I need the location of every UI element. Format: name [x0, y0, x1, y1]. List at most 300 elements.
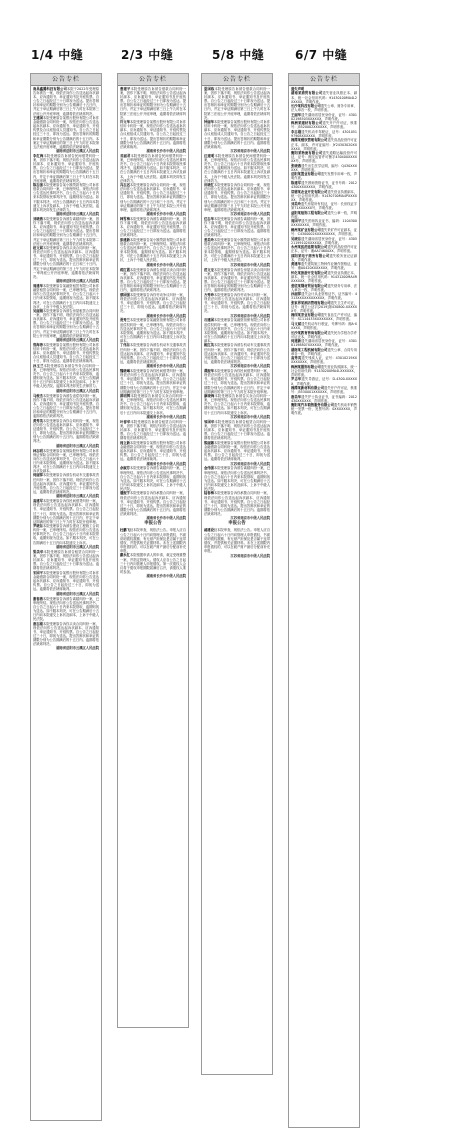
notice-entry — [291, 228, 357, 236]
notice-text: 遗失发票专用章一枚，声明作废。 — [291, 172, 358, 181]
notice-party-name: 吴晓东 — [291, 236, 302, 241]
section-heading: 申报公告 — [144, 521, 162, 527]
notice-entry — [120, 420, 186, 440]
notice-text: 本院受理原告诉被告追偿权纠纷一案，因你下落不明，现依法向你公告送达起诉状副本、应诉通知书、举证通知书及开庭传票。自公告之日起经过三十日即视为送达。提出答辩状和举证的期限分别为公告期满后十五日内，逾期将依法缺席判决。 — [33, 393, 100, 419]
notice-column-4 — [288, 73, 360, 1128]
notice-party-name: 长沙某教育咨询有限公司 — [291, 330, 328, 335]
notice-entry — [291, 190, 357, 202]
court-signature: 湖南省长沙市中级人民法院 — [146, 313, 186, 318]
notice-party-name: 田晓红 — [204, 183, 214, 188]
column-title-1: 1/4 中缝 — [31, 48, 84, 62]
notice-party-name: 夏国栋 — [204, 87, 215, 91]
court-signature: 湖南省长沙市中级人民法院 — [146, 364, 186, 369]
notice-party-name: 熊丽娜 — [204, 440, 214, 445]
notice-party-name: 钟丽华 — [204, 120, 214, 125]
notice-party-name: 石建国 — [204, 318, 214, 323]
column-title-4: 6/7 中缝 — [295, 48, 348, 62]
notice-party-name: 林志明 — [33, 448, 43, 453]
court-signature: 湖南省岳阳市云溪区人民法院 — [56, 494, 99, 499]
notice-text: 本院受理原告诉你买卖合同纠纷一案，现依法向你公告送达起诉状副本、应诉通知书、举证通知书、开庭传票。自公告之日起经过三十日，即视为送达。提出答辩状和举证的期限分别为公告期满后的十五日和三十日内。并定于举证期满后的第三日上午九时在本院第一审判庭公开开庭审理，逾期将依法缺席判决。 — [33, 246, 100, 279]
notice-text: 遗失湖南省居民身份证，证号：430102198503XXXXXX，声明作废。 — [291, 112, 358, 121]
notice-text: 本院受理原告诉被告离婚纠纷一案，已审理终结。现依法向你公告送达民事判决书，自公告之日起六十日内来本院领取，逾期则视为送达。如不服本判决，可在公告期满后十五日内向本院递交上诉状及副本，上诉于中级人民法院。 — [120, 466, 187, 491]
notice-text: 本院受理原告诉被告机动车交通事故责任纠纷一案，因你下落不明，现依法向你公告送达起诉状副本、应诉通知书、举证通知书及开庭传票。自公告之日起经过三十日即视为送达，逾期将依法缺席判决。 — [120, 343, 187, 364]
notice-party-name: 许文华 — [120, 120, 130, 125]
notice-entry — [204, 528, 270, 553]
notice-party-name: 蒋红霞 — [120, 267, 130, 272]
notice-entry — [120, 318, 186, 343]
notice-party-name: 贾秀兰 — [120, 318, 130, 323]
notice-text: 本院受理原告某小额贷款有限公司诉你借款合同纠纷一案，已审理终结。现依法向你公告送达民事判决书，自公告之日起六十日内来本院领取，逾期则视为送达。如不服本判决，可在公告期满后十五日内向本院递交上诉状，上诉于中级人民法院。 — [120, 237, 187, 263]
column-header: 公告专栏 — [289, 74, 359, 86]
notice-text: 遗失道路运输经营许可证，证号：湘交运管许可衡字430400XXXXXX号，声明作废。 — [291, 151, 358, 164]
notice-entry — [33, 364, 99, 389]
notice-text: 本院受理原告诉被告民间借贷纠纷一案，因你下落不明，现依法向你公告送达起诉状副本、应诉通知书、举证通知书、开庭传票。自公告之日起经过三十日即视为送达，提出答辩状和举证的期限均为公告期满后十五日内，并定于举证期满后第三日上午九时在本院开庭审理，逾期将依法缺席判决。 — [33, 154, 100, 183]
court-signature: 江苏省南京市中级人民法院 — [230, 364, 270, 369]
notice-party-name: 衡阳某物流有限公司 — [291, 151, 323, 156]
notice-entry — [33, 183, 99, 212]
court-signature: 江苏省南京市中级人民法院 — [230, 212, 270, 217]
notice-party-name: 潘振宇 — [120, 491, 130, 496]
notice-text: 遗失财务专用章、法人章各一枚，声明作废。 — [291, 283, 358, 292]
notice-party-name: 高建军 — [33, 499, 43, 504]
notice-party-name: 曹建平 — [120, 87, 131, 91]
notice-text: 遗失公章、合同专用章各一枚，声明作废。 — [291, 347, 358, 356]
notice-text: 本院受理原告诉被告租赁合同纠纷一案，因你下落不明，现依法向你公告送达起诉状副本、应诉通知书、举证通知书及开庭传票。自公告之日起经过三十日即视为送达。逾期将依法缺席判决。 — [33, 549, 100, 571]
notice-text: 本院受理原告诉被告离婚纠纷一案，已审理终结。现依法向你公告送达民事判决书，自公告之日起六十日内来本院领取，逾期则视为送达。如不服本判决，可在公告期满后十五日内向本院递交上诉状及副本，上诉于中级人民法院。 — [204, 466, 271, 491]
notice-text: 本院受理原告诉你劳动争议纠纷一案，现依法向你公告送达起诉状副本、应诉通知书、举证通知书、开庭传票。自公告之日起经过三十日，即视为送达。逾期将依法缺席判决。 — [120, 292, 187, 314]
notice-text: 本院于2022年受理原告诉被告一案，现依法向你公告送达起诉状副本、应诉通知书、举证通知书及开庭传票。自公告之日起经过三十日即视为送达。提出答辩状和举证的期限分别为公告期满后十五日内，并定于举证期满后第三日上午九时在本院第三法庭公开开庭审理，逾期将依法缺席判决。 — [33, 87, 100, 116]
court-signature: 江苏省南京市中级人民法院 — [230, 149, 270, 154]
notice-text: 本院受理原告诉被告劳务合同纠纷一案，已审理终结。现依法向你公告送达民事判决书，自公告之日起六十日内来本院领取，逾期则视为送达。如不服本判决，可在公告期满后十五日内向本院递交上诉状及副本，上诉于中级人民法院。逾期本判决即发生法律效力。 — [33, 363, 100, 389]
notice-text: 遗失营业执照正本、副本，统一社会信用代码：91430100MA4L2XXXXX，声明作废。 — [291, 91, 358, 104]
court-signature: 湖南省长沙市中级人民法院 — [146, 149, 186, 154]
court-signature: 湖南省长沙市中级人民法院 — [146, 262, 186, 267]
notice-party-name: 罗晓东 — [33, 524, 43, 529]
notice-party-name: 金伟强 — [204, 466, 214, 471]
notice-text: 遗失药品经营许可证正本，证号：湘AA74600XX，声明作废。 — [291, 245, 358, 254]
notice-entry — [120, 466, 186, 491]
notice-entry — [204, 183, 270, 212]
court-signature: 湖南省岳阳市云溪区人民法院 — [56, 149, 99, 154]
notice-entry — [120, 120, 186, 149]
notice-entry — [33, 524, 99, 544]
court-signature: 湖南省岳阳市云溪区人民法院 — [56, 212, 99, 217]
court-signature: 江苏省南京市中级人民法院 — [230, 516, 270, 521]
notice-entry — [120, 553, 186, 573]
column-title-3: 5/8 中缝 — [212, 48, 265, 62]
notice-text: 本院受理原告某融资租赁有限公司诉你融资租赁合同纠纷一案，已审理终结。现依法向你公告送达民事判决书，自公告之日起六十日内来本院领取，逾期则视为送达。如不服本判决，可在公告期满后十五日内向本院递交上诉状，上诉于中级人民法院。 — [33, 284, 100, 309]
notice-party-name: 杜鹏飞 — [120, 528, 130, 533]
notice-entry — [291, 322, 357, 330]
notice-party-name: 李志刚 — [291, 129, 302, 134]
notice-party-name: 汪建明 — [204, 154, 215, 159]
notice-text: 遗失机动车行驶证，号牌号码：湘A·XXXXX，声明作废。 — [291, 321, 358, 331]
column-body — [289, 86, 359, 418]
notice-text: 遗失建筑施工特种作业操作资格证，证号：湘A0420XXXXXXX，声明作废。 — [291, 262, 358, 271]
notice-party-name: 刘美玲 — [291, 202, 301, 207]
notice-party-name: 邹国华 — [204, 419, 215, 424]
notice-entry — [120, 441, 186, 461]
notice-party-name: 王建国 — [33, 116, 43, 121]
notice-entry — [120, 154, 186, 183]
court-signature: 江苏省南京市中级人民法院 — [230, 313, 270, 318]
notice-entry — [33, 217, 99, 246]
court-signature: 湖南省岳阳市云溪区人民法院 — [56, 646, 99, 651]
notice-party-name: 黄建华 — [291, 262, 301, 267]
notice-entry — [120, 528, 186, 553]
notice-text: 本院受理原告诉被告建设工程施工合同纠纷一案，已审理终结。现依法向你公告送达民事判决书，自公告之日起六十日内来本院领取，逾期则视为送达。如不服本判决，可在公告期满后十五日内向本院递交上诉状。 — [33, 524, 100, 545]
notice-entry — [291, 365, 357, 377]
notice-party-name: 湘潭某餐饮管理有限公司 — [291, 138, 328, 143]
notice-text: 遗失教师资格证书，证书号码：20124300XXXXXXX，声明作废。 — [291, 180, 358, 190]
notice-text: 遗失湖南省居民身份证，证号：430181198807XXXXXX，声明作废。 — [291, 339, 358, 348]
notice-party-name: 孙玉兰 — [33, 363, 44, 368]
notice-text: 遗失房屋所有权证，证号：长房权证字第71XXXXXX号，声明作废。 — [291, 202, 358, 211]
notice-entry — [204, 293, 270, 313]
notice-entry — [291, 271, 357, 283]
notice-entry — [120, 491, 186, 516]
court-signature: 湖南省长沙市中级人民法院 — [146, 414, 186, 419]
notice-entry — [33, 246, 99, 279]
notice-party-name: 岳阳某置业有限公司 — [291, 172, 321, 177]
court-signature: 湖南省长沙市中级人民法院 — [146, 461, 186, 466]
notice-entry — [291, 292, 357, 300]
notice-party-name: 姜美玲 — [204, 237, 214, 242]
notice-party-name: 陆春梅 — [204, 491, 214, 496]
court-signature: 湖南省岳阳市云溪区人民法院 — [56, 545, 99, 550]
notice-entry — [33, 622, 99, 647]
notice-entry — [204, 318, 270, 343]
notice-entry — [291, 403, 357, 415]
notice-entry — [291, 181, 357, 189]
notice-party-name: 梁美华 — [33, 549, 44, 554]
notice-text: 本院受理原告某银行股份有限公司诉你金融借款合同纠纷一案，现依法向你公告送达起诉状副本、应诉通知书、举证通知书、开庭传票。自公告之日起经过三十日，即视为送达。逾期将依法缺席裁判。 — [120, 440, 187, 462]
notice-party-name: 高秀英 — [291, 356, 302, 361]
notice-text: 本院受理原告某银行股份有限公司诉你信用卡纠纷一案，现依法向你公告送达起诉状副本、应诉通知书、举证通知书、开庭传票及合议庭组成人员通知书。自公告之日起经过三十日，即视为送达。提出答辩状的期限和举证期限分别为公告期满后的十五日内。逾期将依法缺席裁判。 — [204, 120, 271, 149]
notice-text: 本院受理原告诉被告离婚纠纷一案，因你下落不明，现依法向你公告送达起诉状副本、应诉通知书、举证通知书及开庭传票。自公告之日起经过三十日即视为送达。提出答辩状和举证的期限分别为公告期满后十五日内，并定于举证期满后第三日上午九时在本院第二法庭公开开庭审理，逾期将依法缺席判决。 — [33, 217, 100, 246]
notice-party-name: 郝建设 — [204, 528, 214, 533]
notice-text: 本院受理原告某融资担保有限公司诉你追偿权纠纷一案，已审理终结。现依法向你公告送达民事判决书，自公告之日起六十日内来本院领取，逾期则视为送达。如不服本判决，可在公告期满后十五日内向本院递交上诉状及副本。 — [204, 318, 271, 343]
notice-party-name: 张晓燕 — [291, 163, 302, 168]
notice-party-name: 黄秀英 — [33, 418, 43, 423]
notice-text: 遗失护士执业证书，证书编码：2012430XXXXXX，声明作废。 — [291, 394, 358, 403]
notice-entry — [204, 217, 270, 237]
notice-text: 本院受理原告诉你民间借贷纠纷一案，现依法向你公告送达起诉状副本、应诉通知书、举证通知书、开庭传票。自公告之日起经过三十日，即视为送达。提出答辩状和举证的期限分别为公告期满后的十五日内，并定于举证期满后的第三日上午九时在本院开庭审理。 — [120, 369, 187, 394]
notice-entry — [33, 343, 99, 363]
notice-party-name: 方秀珍 — [204, 292, 214, 297]
notice-party-name: 周国平 — [291, 219, 302, 224]
notice-text: 本院受理原告诉被告离婚纠纷一案，因你下落不明，现依法向你公告送达起诉状副本、应诉通知书、举证通知书及开庭传票。自公告之日起经过三十日即视为送达。逾期将依法缺席判决。 — [120, 217, 187, 238]
notice-text: 本院受理原告诉你合同纠纷一案，现依法向你公告送达起诉状副本、应诉通知书、举证通知书、开庭传票。自公告之日起经过三十日，即视为送达。提出答辩状和举证的期限分别为公告期满后的十五日和三十日内。并定于举证期满后的第三日上午九时在本院公开开庭审理，逾期将依法缺席判决。 — [120, 183, 187, 212]
notice-entry — [204, 87, 270, 120]
notice-entry — [204, 420, 270, 440]
notice-text: 遗失公章、财务专用章、法人章各一枚，声明作废。 — [291, 104, 358, 113]
notice-entry — [204, 369, 270, 394]
notice-entry — [204, 268, 270, 293]
court-signature: 湖南省长沙市中级人民法院 — [146, 212, 186, 217]
notice-entry — [291, 237, 357, 245]
notice-entry — [291, 245, 357, 253]
notice-party-name: 何丽萍 — [33, 473, 43, 478]
notice-text: 遗失残疾人证，证号：43010219XXXXXXXXX，声明作废。 — [291, 356, 357, 365]
notice-text: 遗失民办学校办学许可证正本，声明作废。 — [291, 330, 358, 339]
notice-entry — [120, 87, 186, 120]
notice-party-name: 陈建军 — [291, 180, 302, 185]
notice-text: 本院受理原告诉被告房屋买卖合同纠纷一案，因你下落不明，现依法向你公告送达起诉状副本、应诉通知书、举证通知书及开庭传票。自公告之日起经过三十日即视为送达。提出答辩状和举证的期限分别为公告期满后十五日内，逾期将依法缺席判决。 — [120, 267, 187, 293]
notice-party-name: 郑海涛 — [33, 343, 43, 348]
notice-text: 本院受理原告诉你合同纠纷一案，现依法向你公告送达起诉状副本、应诉通知书、举证通知书、开庭传票。自公告之日起经过三十日，即视为送达。提出答辩状和举证的期限分别为公告期满后的十五日和三十日内。并定于举证期满后的第三日上午九时在本院公开开庭审理，逾期将依法缺席判决。 — [204, 183, 271, 212]
notice-entry — [33, 284, 99, 309]
notice-party-name: 湘潭某新材料有限公司 — [291, 386, 325, 391]
notice-entry — [291, 104, 357, 112]
notice-party-name: 周建华 — [33, 284, 43, 289]
notice-party-name: 谭振华 — [204, 369, 214, 374]
notice-entry — [291, 348, 357, 356]
notice-party-name: 丁伟东 — [120, 343, 130, 348]
notice-entry — [204, 491, 270, 516]
notice-entry — [33, 449, 99, 474]
column-title-2: 2/3 中缝 — [121, 48, 174, 62]
notice-party-name: 彭建新 — [120, 237, 130, 242]
notice-party-name: 赵文斌 — [33, 246, 43, 251]
notice-entry — [291, 301, 357, 313]
notice-entry — [120, 183, 186, 212]
notice-entry — [291, 138, 357, 150]
notice-entry — [291, 284, 357, 292]
notice-party-name: 任志华 — [204, 217, 214, 222]
notice-text: 本院受理原告某保险股份有限公司诉你保证保险合同纠纷一案，已审理终结。现依法向你公告送达民事判决书，自公告之日起六十日内来本院领取，逾期则视为送达。如不服本判决，可在公告期满后十五日内向本院递交上诉状及副本。 — [33, 448, 100, 473]
court-signature: 湖南省岳阳市云溪区人民法院 — [56, 388, 99, 393]
notice-party-name: 株洲某建材有限公司 — [291, 121, 323, 126]
notice-entry — [291, 121, 357, 129]
notice-entry — [120, 238, 186, 263]
notice-text: 遗失公章一枚，声明作废。 — [291, 210, 358, 219]
notice-party-name: 唐志刚 — [33, 621, 43, 626]
notice-party-name: 何建新 — [291, 339, 302, 344]
notice-party-name: 南昌鑫腾科技有限公司 — [33, 87, 67, 91]
notice-column-3 — [201, 73, 273, 1075]
notice-entry — [291, 219, 357, 227]
notice-party-name: 湖南某工程机械有限公司 — [291, 347, 328, 352]
column-header: 公告专栏 — [31, 74, 101, 86]
notice-text: 本院受理原告诉被告房屋租赁合同纠纷一案，因你下落不明，现依法向你公告送达起诉状副本、应诉通知书、举证通知书及开庭传票。自公告之日起经过三十日即视为送达。提出答辩状和举证的期限分别为公告期满后十五日内，并定于举证期满后第三日上午九时在本院公开开庭审理，逾期将依法缺席判决。 — [33, 309, 100, 338]
notice-party-name: 戴永红 — [120, 553, 130, 558]
notice-party-name: 谢春燕 — [33, 596, 43, 601]
notice-text: 本院受理原告某小额贷款有限公司诉你借款合同纠纷一案，已审理终结。现依法向你公告送达民事判决书，自公告之日起六十日内来本院领取民事判决书，逾期则视为送达。如不服本判决，可在公告期满后十五日内向本院递交上诉状及副本，上诉于中级人民法院。逾期本判决即发生法律效力。 — [33, 183, 100, 212]
column-body — [31, 86, 101, 653]
notice-party-name: 冯志远 — [120, 183, 130, 188]
notice-party-name: 廖晓梅 — [204, 394, 215, 399]
notice-party-name: 宋国平 — [33, 570, 43, 575]
notice-entry — [204, 466, 270, 491]
court-signature: 湖南省长沙市中级人民法院 — [146, 574, 186, 579]
notice-entry — [33, 597, 99, 622]
notice-entry — [291, 202, 357, 210]
notice-entry — [291, 211, 357, 219]
notice-text: 遗失导游证，证号：D-4300-XXXXXX，声明作废。 — [291, 377, 357, 386]
notice-entry — [291, 313, 357, 321]
notice-party-name: 叶春华 — [120, 419, 131, 424]
notice-text: 遗失机动车驾驶证，证号：430105197908XXXXXX，声明作废。 — [291, 129, 357, 138]
notice-text: 本院受理原告诉你民间借贷纠纷一案，现依法向你公告送达起诉状副本、应诉通知书、举证通知书、开庭传票。自公告之日起经过三十日，即视为送达。提出答辩状和举证的期限分别为公告期满后的十五日内，并定于举证期满后的第三日上午九时在本院开庭审理。 — [33, 499, 100, 524]
notice-text: 遗失医师执业证书，编码：1104300XXXXXXXX，声明作废。 — [291, 219, 357, 228]
notice-entry — [33, 550, 99, 570]
notice-text: 遗失食品经营许可证正本、副本，许可证编号：JY24303020XXXXXX，声明作废。 — [291, 138, 358, 151]
notice-text: 本院受理原告某融资担保有限公司诉你追偿权纠纷一案，已审理终结。现依法向你公告送达民事判决书，自公告之日起六十日内来本院领取，逾期则视为送达。如不服本判决，可在公告期满后十五日内向本院递交上诉状及副本。 — [120, 318, 187, 343]
court-signature: 江苏省南京市中级人民法院 — [230, 553, 270, 558]
notice-party-name: 邓丽君 — [120, 154, 131, 159]
notice-party-name: 李红梅 — [33, 154, 44, 159]
notice-text: 本院受理原告诉被告民间借贷纠纷一案，已审理终结。现依法向你公告送达民事判决书，自公告之日起六十日内来本院领取民事判决书，逾期则视为送达。如不服本判决，可在公告期满后十五日内向本院递交上诉状及副本，上诉于中级人民法院。逾期本判决即发生法律效力。 — [204, 154, 271, 183]
notice-party-name: 薛明辉 — [120, 394, 131, 399]
notice-party-name: 衡阳某汽车销售服务有限公司 — [291, 403, 334, 408]
notice-party-name: 王丽华 — [291, 112, 302, 117]
notice-text: 经本院审查，现依法公告。申报人应自公告之日起六十日内向管理人申报债权，书面说明债权数额、有无财产担保及是否属于连带债权，并提供相关证据材料。未在上述期限内申报债权的，可以在破产财产最后分配前补充申报。 — [120, 528, 187, 553]
notice-party-name: 蔡国强 — [120, 292, 130, 297]
notice-column-2 — [117, 73, 189, 1028]
notice-party-name: 湘西某茶业有限公司 — [291, 313, 321, 318]
notice-entry — [291, 91, 357, 103]
notice-entry — [291, 130, 357, 138]
notice-party-name: 张家界某酒店管理有限公司 — [291, 300, 331, 305]
notice-party-name: 陈志强 — [33, 183, 43, 188]
court-signature: 湖南省岳阳市云溪区人民法院 — [56, 279, 99, 284]
notice-entry — [291, 262, 357, 270]
notice-text: 遗失出生医学证明，编号：Q430XXXXXX，声明作废。 — [291, 163, 358, 172]
notice-text: 本院受理原告诉被告买卖合同纠纷一案，已审理终结。现依法向你公告送达民事判决书，自公告之日起六十日内来本院领取，逾期则视为送达。如不服本判决，可在公告期满后十五日内向本院递交上诉状。 — [120, 394, 187, 415]
notice-party-name: 范文龙 — [204, 267, 214, 272]
notice-entry — [33, 116, 99, 149]
court-signature: 江苏省南京市中级人民法院 — [230, 262, 270, 267]
notice-entry — [291, 331, 357, 339]
notice-party-name: 吴丽娟 — [33, 309, 43, 314]
notice-text: 本院受理原告诉被告离婚纠纷一案，已审理终结。现依法向你公告送达民事判决书，自公告之日起六十日内来本院领取，逾期则视为送达。如不服本判决，可在公告期满后十五日内向本院递交上诉状及副本，上诉于中级人民法院。 — [33, 596, 100, 622]
notice-text: 遗失卫生许可证，证号：湘卫公证字[2019]第430800-XXXXXX号，声明作废。 — [291, 300, 358, 313]
notice-entry — [33, 499, 99, 524]
notice-party-name: 刘晓燕 — [33, 217, 43, 222]
notice-entry — [33, 87, 99, 116]
notice-text: 本院受理原告诉被告买卖合同纠纷一案，已审理终结。现依法向你公告送达民事判决书，自公告之日起六十日内来本院领取，逾期则视为送达。如不服本判决，可在公告期满后十五日内向本院递交上诉状。 — [204, 394, 271, 415]
notice-entry — [291, 151, 357, 163]
court-signature: 湖南省岳阳市云溪区人民法院 — [56, 338, 99, 343]
notice-entry — [291, 113, 357, 121]
column-body — [118, 86, 188, 581]
notice-entry — [204, 120, 270, 149]
notice-entry — [291, 395, 357, 403]
notice-text: 本院受理原告诉被告机动车交通事故责任纠纷一案，因你下落不明，现依法向你公告送达起诉状副本、应诉通知书、举证通知书及开庭传票。自公告之日起经过三十日即视为送达，逾期将依法缺席判决。 — [33, 473, 100, 494]
notice-text: 本院受理原告诉被告借款合同纠纷一案，因你下落不明，现依法向你公告送达起诉状副本、应诉通知书、举证通知书及开庭传票。自公告之日起经过三十日即视为送达。提出答辩状和举证的期限分别为公告期满后十五日内，并定于举证期满后第三日上午九时在本院第三法庭公开开庭审理，逾期将依法缺席判决。 — [120, 87, 187, 120]
notice-text: 本院受理原告诉你合同纠纷一案，现依法向你公告送达起诉状副本、应诉通知书、举证通知书、开庭传票。自公告之日起经过三十日，即视为送达。提出答辩状和举证的期限分别为公告期满后的十五日内。逾期将依法缺席判决。 — [33, 418, 100, 444]
notice-text: 本院受理原告诉你承揽合同纠纷一案，现依法向你公告送达起诉状副本、应诉通知书、举证通知书、开庭传票。自公告之日起经过三十日，即视为送达。提出答辩状和举证的期限分别为公告期满后的十五日内。逾期将依法缺席判决。 — [120, 491, 187, 516]
notice-text: 遗失营业执照正本、副本，统一社会信用代码：91431200MA4RXXXXXX，声明作废。 — [291, 270, 358, 284]
notice-text: 本院根据申请人的申请，裁定受理重整一案，并指定管理人。债权人应自公告之日起三十日内向管理人申报债权。第一次债权人会议将于债权申报期限届满后召开，请债权人准时参加。 — [120, 553, 187, 574]
notice-entry — [33, 419, 99, 444]
notice-party-name: 娄底某钢材贸易有限公司 — [291, 283, 328, 288]
section-heading: 申报公告 — [228, 521, 246, 527]
notice-entry — [33, 309, 99, 338]
notice-entry — [291, 356, 357, 364]
notice-party-name: 遗失声明 — [291, 87, 305, 91]
notice-text: 本院受理原告诉被告房屋买卖合同纠纷一案，因你下落不明，现依法向你公告送达起诉状副本、应诉通知书、举证通知书及开庭传票。自公告之日起经过三十日即视为送达。提出答辩状和举证的期限分别为公告期满后十五日内，逾期将依法缺席判决。 — [204, 267, 271, 293]
notice-entry — [204, 394, 270, 414]
notice-entry — [291, 339, 357, 347]
court-signature: 湖南省岳阳市云溪区人民法院 — [56, 591, 99, 596]
notice-text: 遗失税务登记证副本，声明作废。 — [291, 253, 358, 262]
notice-text: 本院受理原告诉你买卖合同纠纷一案，现依法向你公告送达起诉状副本、应诉通知书、举证通知书、开庭传票。自公告之日起经过三十日，即视为送达。提出答辩状和举证的期限分别为公告期满后的十五日内。逾期将依法缺席判决。 — [33, 621, 100, 646]
notice-entry — [120, 293, 186, 313]
notice-entry — [120, 369, 186, 394]
notice-entry — [120, 343, 186, 363]
notice-text: 遗失湖南省居民身份证，证号：430521199102XXXXXX，声明作废。 — [291, 236, 358, 245]
notice-entry — [33, 154, 99, 183]
notice-entry — [120, 217, 186, 237]
notice-text: 本院受理原告某银行股份有限公司诉你金融借款合同纠纷一案，现依法向你公告送达起诉状副本、应诉通知书、举证通知书、开庭传票。自公告之日起经过三十日，即视为送达。逾期将依法缺席裁判。 — [204, 440, 271, 462]
notice-text: 遗失开户许可证，核准号：J5520002XXXXXX，声明作废。 — [291, 121, 358, 130]
notice-party-name: 阎立新 — [120, 440, 130, 445]
notice-text: 本院受理原告诉被告离婚纠纷一案，因你下落不明，现依法向你公告送达起诉状副本、应诉通知书、举证通知书及开庭传票。自公告之日起经过三十日即视为送达。逾期将依法缺席判决。 — [204, 217, 271, 238]
court-signature: 江苏省南京市中级人民法院 — [230, 414, 270, 419]
notice-party-name: 韩雪梅 — [120, 217, 130, 222]
notice-text: 本院受理原告某银行股份有限公司诉你信用卡纠纷一案，现依法向你公告送达起诉状副本、应诉通知书、举证通知书、开庭传票及合议庭组成人员通知书。自公告之日起经过三十日，即视为送达。提出答辩状的期限和举证期限分别为公告期满后的十五日内。逾期将依法缺席裁判。 — [120, 120, 187, 149]
notice-entry — [204, 238, 270, 263]
notice-text: 遗失营业执照副本，统一社会信用代码：91430700MA4PXXXXXX，声明作废。 — [291, 189, 358, 202]
notice-entry — [204, 441, 270, 461]
column-header: 公告专栏 — [202, 74, 272, 86]
notice-party-name: 罗志华 — [291, 377, 302, 382]
notice-text: 遗失机动车销售统一发票一份，发票号码：0XXXXXXX，声明作废。 — [291, 403, 358, 416]
notice-entry — [120, 394, 186, 414]
notice-entry — [204, 343, 270, 363]
notice-party-name: 姚红英 — [204, 343, 214, 348]
notice-party-name: 余淑芬 — [120, 466, 130, 471]
column-body — [202, 86, 272, 560]
notice-text: 本院受理原告诉被告借款合同纠纷一案，因你下落不明，现依法向你公告送达起诉状副本、应诉通知书、举证通知书及开庭传票。自公告之日起经过三十日即视为送达。提出答辩状和举证的期限分别为公告期满后十五日内，并定于举证期满后第三日上午九时在本院第三法庭公开开庭审理，逾期将依法缺席判决。 — [204, 87, 271, 120]
notice-text: 本院受理原告诉被告租赁合同纠纷一案，因你下落不明，现依法向你公告送达起诉状副本、应诉通知书、举证通知书及开庭传票。自公告之日起经过三十日即视为送达。逾期将依法缺席判决。 — [120, 419, 187, 441]
notice-entry — [291, 254, 357, 262]
notice-party-name: 唐美华 — [291, 394, 302, 399]
notice-party-name: 孙丽萍 — [291, 292, 302, 297]
notice-text: 本院受理原告诉你承揽合同纠纷一案，现依法向你公告送达起诉状副本、应诉通知书、举证通知书、开庭传票。自公告之日起经过三十日，即视为送达。提出答辩状和举证的期限分别为公告期满后的十五日内。逾期将依法缺席判决。 — [204, 491, 271, 516]
notice-party-name: 益阳某装饰工程有限公司 — [291, 210, 328, 215]
notice-party-name: 马文斌 — [291, 321, 302, 326]
column-header: 公告专栏 — [118, 74, 188, 86]
notice-party-name: 马俊杰 — [33, 393, 43, 398]
notice-text: 本院受理原告诉被告机动车交通事故责任纠纷一案，因你下落不明，现依法向你公告送达起诉状副本、应诉通知书、举证通知书及开庭传票。自公告之日起经过三十日即视为送达，逾期将依法缺席判决。 — [204, 343, 271, 364]
notice-party-name: 湖南某商贸有限公司 — [291, 91, 323, 96]
notice-entry — [291, 172, 357, 180]
notice-party-name: 常德某农业开发有限公司 — [291, 189, 328, 194]
notice-entry — [120, 268, 186, 293]
notice-entry — [33, 473, 99, 493]
notice-entry — [204, 154, 270, 183]
notice-party-name: 魏晓琳 — [120, 369, 130, 374]
court-signature: 湖南省岳阳市云溪区人民法院 — [56, 443, 99, 448]
notice-text: 本院受理原告诉你劳动争议纠纷一案，现依法向你公告送达起诉状副本、应诉通知书、举证通知书、开庭传票。自公告之日起经过三十日，即视为送达。逾期将依法缺席判决。 — [204, 292, 271, 314]
notice-entry — [33, 571, 99, 591]
notice-text: 本院受理原告某银行股份有限公司诉你金融借款合同纠纷一案，现依法向你公告送达起诉状副本、应诉通知书、举证通知书、开庭传票及合议庭组成人员通知书。自公告之日起经过三十日，即视为送达。提出答辩状的期限和举证期限分别为公告期满后的十五日内。本案定于举证期满后的第三日上午九时在本院第五法庭开庭审理，逾期将依法缺席裁判。 — [33, 116, 100, 149]
court-signature: 湖南省长沙市中级人民法院 — [146, 516, 186, 521]
notice-party-name: 郴州某矿业有限公司 — [291, 227, 321, 232]
notice-entry — [291, 164, 357, 172]
notice-party-name: 株洲某服饰有限公司 — [291, 364, 321, 369]
notice-text: 经本院审查，现依法公告。申报人应自公告之日起六十日内向管理人申报债权，书面说明债权数额、有无财产担保及是否属于连带债权，并提供相关证据材料。未在上述期限内申报债权的，可以在破产财产最后分配前补充申报。 — [204, 528, 271, 553]
notice-column-1 — [30, 73, 102, 1121]
notice-party-name: 邵阳某电子商务有限公司 — [291, 253, 330, 258]
notice-text: 本院受理原告某银行股份有限公司诉你信用卡纠纷一案，现依法向你公告送达起诉状副本、应诉通知书、举证通知书、开庭传票及合议庭组成人员通知书。自公告之日起经过三十日，即视为送达。逾期将依法缺席裁判。 — [33, 343, 100, 364]
notice-text: 本院受理原告诉你民间借贷纠纷一案，现依法向你公告送达起诉状副本、应诉通知书、举证通知书、开庭传票。自公告之日起经过三十日，即视为送达。提出答辩状和举证的期限分别为公告期满后的十五日内，并定于举证期满后的第三日上午九时在本院开庭审理。 — [204, 369, 271, 394]
notice-entry — [291, 377, 357, 385]
notice-entry — [33, 394, 99, 419]
